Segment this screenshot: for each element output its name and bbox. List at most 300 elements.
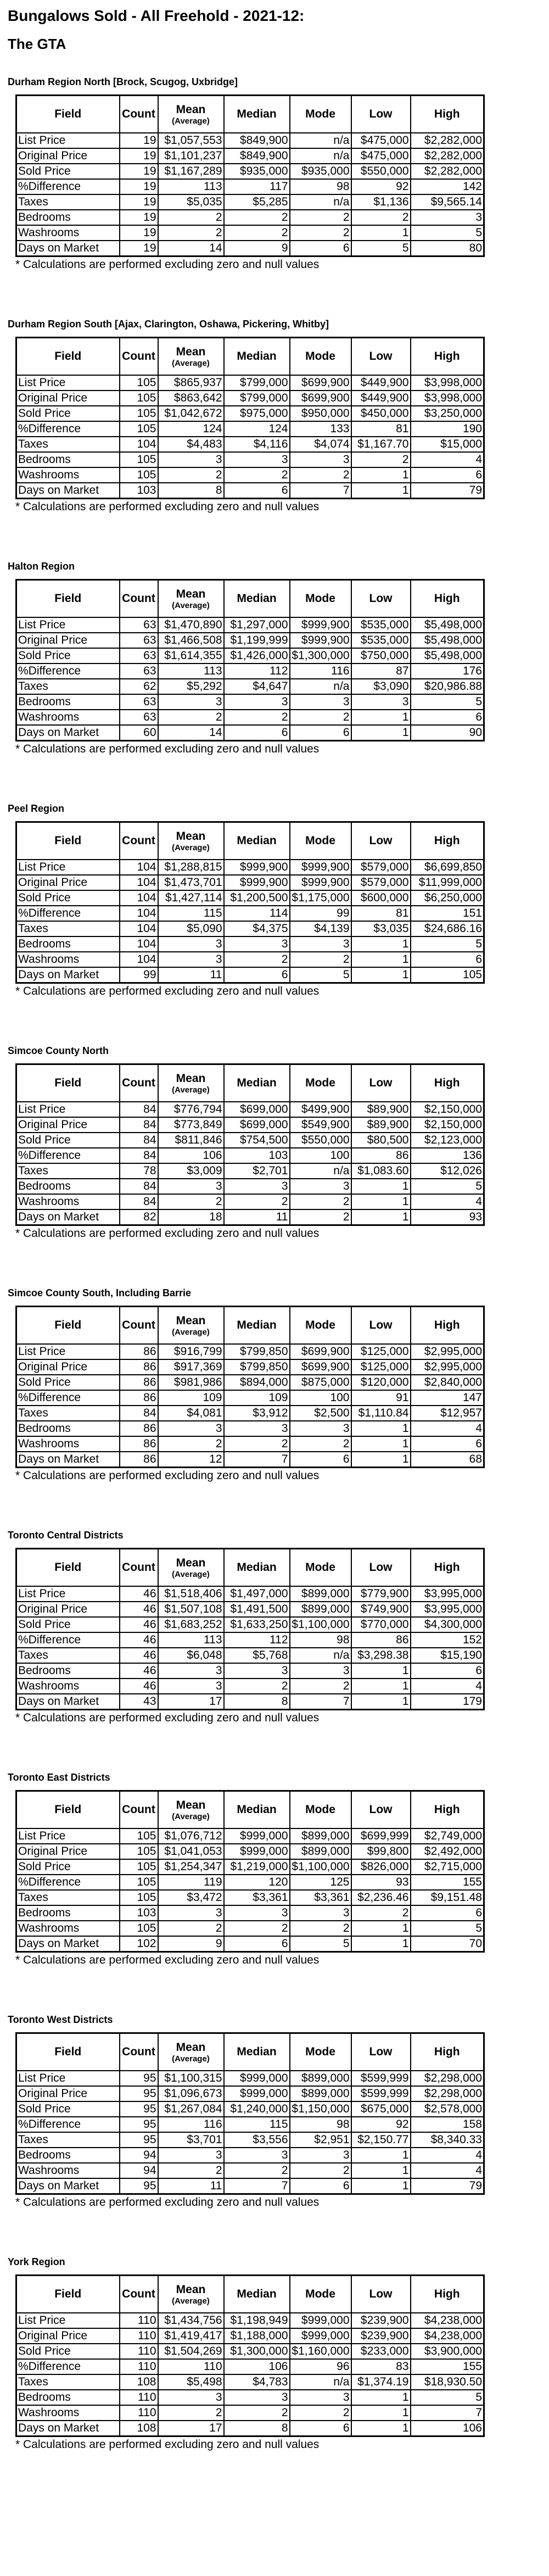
value-cell-mean: $863,642 [158,391,224,406]
table-row [16,1905,484,1921]
field-name-cell: Sold Price [16,1859,120,1875]
value-cell-mode: 133 [290,421,351,437]
stats-table [15,1548,485,1710]
value-cell-median: $999,000 [224,1828,290,1844]
value-cell-count: 62 [120,679,158,694]
column-header-sublabel: (Average) [172,1811,210,1821]
table-row [16,875,484,890]
value-cell-count: 110 [120,2313,158,2328]
table-row [16,1859,484,1875]
value-cell-count: 103 [120,1905,158,1921]
column-header-mode [290,338,351,376]
column-header-high [411,1307,484,1345]
value-cell-median: 3 [224,1905,290,1921]
column-header-label: Count [122,1803,155,1816]
value-cell-low: 92 [351,2117,411,2132]
value-cell-mode: $899,000 [290,2086,351,2101]
value-cell-count: 102 [120,1936,158,1952]
value-cell-mean: 119 [158,1875,224,1890]
value-cell-median: 106 [224,2359,290,2374]
stats-table [15,821,485,984]
column-header-low [351,2276,411,2313]
value-cell-low: 1 [351,2148,411,2163]
value-cell-mode: $899,000 [290,1586,351,1602]
value-cell-high: $2,150,000 [411,1117,484,1133]
value-cell-mean: $3,009 [158,1163,224,1179]
value-cell-mode: $1,100,000 [290,1617,351,1632]
field-name-cell: Original Price [16,633,120,648]
value-cell-high: 6 [411,1905,484,1921]
value-cell-median: $999,000 [224,2086,290,2101]
region-section [7,1045,544,1287]
value-cell-high: 147 [411,1390,484,1406]
value-cell-low: $3,035 [351,921,411,936]
table-row [16,952,484,967]
table-row [16,1344,484,1359]
column-header-label: Count [122,2045,155,2058]
value-cell-median: $975,000 [224,406,290,421]
table-row [16,375,484,391]
column-header-label: Mode [305,2045,335,2058]
field-name-cell: Original Price [16,875,120,890]
column-header-mode [290,1791,351,1829]
value-cell-median: 7 [224,1452,290,1468]
table-row [16,1663,484,1679]
field-name-cell: Bedrooms [16,210,120,225]
value-cell-mode: 98 [290,1632,351,1648]
column-header-count [120,1549,158,1587]
table-row [16,1148,484,1163]
value-cell-count: 95 [120,2178,158,2194]
value-cell-high: $2,840,000 [411,1375,484,1390]
value-cell-median: $1,297,000 [224,617,290,633]
value-cell-count: 46 [120,1679,158,1694]
value-cell-low: 2 [351,1905,411,1921]
value-cell-median: $699,000 [224,1102,290,1117]
column-header-label: High [434,592,460,605]
value-cell-median: 3 [224,2390,290,2405]
value-cell-mode: 6 [290,2178,351,2194]
value-cell-count: 19 [120,148,158,164]
field-name-cell: Taxes [16,2132,120,2148]
field-name-cell: List Price [16,133,120,148]
value-cell-count: 105 [120,391,158,406]
value-cell-median: 3 [224,2148,290,2163]
stats-table [15,579,485,741]
value-cell-low: $80,500 [351,1133,411,1148]
calculation-note: * Calculations are performed excluding zero and null values [15,2438,320,2451]
value-cell-count: 84 [120,1194,158,1209]
value-cell-low: $2,236.46 [351,1890,411,1905]
value-cell-high: $2,298,000 [411,2086,484,2101]
column-header-count [120,822,158,860]
field-name-cell: Taxes [16,1406,120,1421]
column-header-label: Field [54,2288,82,2300]
value-cell-high: $3,998,000 [411,375,484,391]
value-cell-count: 95 [120,2071,158,2086]
column-header-mean [158,2033,224,2071]
value-cell-mean: 2 [158,2405,224,2421]
value-cell-median: $699,000 [224,1117,290,1133]
value-cell-low: $449,900 [351,375,411,391]
value-cell-high: 7 [411,2405,484,2421]
table-row [16,2148,484,2163]
column-header-mean [158,96,224,133]
region-title: Toronto East Districts [8,1772,110,1783]
field-name-cell: Sold Price [16,1375,120,1390]
column-header-label: Field [54,1319,82,1331]
value-cell-mode: $899,000 [290,2071,351,2086]
value-cell-low: $770,000 [351,1617,411,1632]
column-header-sublabel: (Average) [172,358,210,368]
column-header-median [224,1549,290,1587]
value-cell-low: 1 [351,952,411,967]
stats-table [15,2032,485,2195]
value-cell-high: 90 [411,725,484,741]
value-cell-count: 94 [120,2148,158,2163]
column-header-low [351,822,411,860]
value-cell-mode: $999,900 [290,860,351,875]
value-cell-low: $233,000 [351,2344,411,2359]
column-header-label: Field [54,592,82,605]
field-name-cell: Sold Price [16,648,120,663]
field-name-cell: Washrooms [16,1921,120,1936]
value-cell-median: $799,000 [224,375,290,391]
field-name-cell: List Price [16,1102,120,1117]
table-row [16,1133,484,1148]
value-cell-mean: $1,614,355 [158,648,224,663]
column-header-mode [290,2276,351,2313]
value-cell-count: 108 [120,2374,158,2390]
value-cell-mean: 8 [158,483,224,499]
table-row [16,921,484,936]
value-cell-low: 81 [351,421,411,437]
column-header-label: Low [369,108,393,120]
column-header-label: Mean [176,829,206,843]
column-header-field [16,1064,120,1102]
value-cell-mean: 2 [158,210,224,225]
value-cell-median: 2 [224,1921,290,1936]
value-cell-mean: 3 [158,1179,224,1194]
value-cell-low: $675,000 [351,2101,411,2117]
value-cell-high: $8,340.33 [411,2132,484,2148]
table-row [16,2313,484,2328]
column-header-label: Mean [176,2283,206,2296]
value-cell-count: 105 [120,1859,158,1875]
column-header-low [351,338,411,376]
field-name-cell: Taxes [16,921,120,936]
value-cell-mean: $3,472 [158,1890,224,1905]
value-cell-median: 2 [224,1194,290,1209]
value-cell-count: 105 [120,406,158,421]
value-cell-median: $1,219,000 [224,1859,290,1875]
column-header-low [351,1064,411,1102]
value-cell-low: $1,374.19 [351,2374,411,2390]
column-header-high [411,1549,484,1587]
value-cell-mode: $899,000 [290,1844,351,1859]
region-section [7,802,544,1045]
header-row [16,338,484,376]
column-header-count [120,1064,158,1102]
value-cell-count: 84 [120,1406,158,1421]
value-cell-median: 6 [224,725,290,741]
table-row [16,1875,484,1890]
field-name-cell: Bedrooms [16,1421,120,1436]
field-name-cell: Washrooms [16,710,120,725]
table-row [16,1936,484,1952]
value-cell-mode: n/a [290,2374,351,2390]
value-cell-mean: 116 [158,2117,224,2132]
value-cell-count: 104 [120,875,158,890]
value-cell-low: 1 [351,1679,411,1694]
field-name-cell: List Price [16,617,120,633]
field-name-cell: Days on Market [16,241,120,257]
column-header-low [351,96,411,133]
column-header-sublabel: (Average) [172,600,210,610]
table-row [16,2163,484,2178]
value-cell-median: 2 [224,2405,290,2421]
table-row [16,2359,484,2374]
field-name-cell: Washrooms [16,1194,120,1209]
value-cell-low: 1 [351,2390,411,2405]
value-cell-median: $1,240,000 [224,2101,290,2117]
field-name-cell: Original Price [16,1844,120,1859]
value-cell-high: $9,151.48 [411,1890,484,1905]
table-row [16,133,484,148]
column-header-median [224,1064,290,1102]
value-cell-mean: 3 [158,1421,224,1436]
column-header-high [411,2276,484,2313]
table-row [16,694,484,710]
column-header-count [120,1307,158,1345]
field-name-cell: %Difference [16,906,120,921]
region-section [7,2014,544,2256]
value-cell-low: $1,136 [351,194,411,210]
column-header-field [16,338,120,376]
value-cell-low: $579,000 [351,860,411,875]
column-header-mode [290,1549,351,1587]
value-cell-mean: $1,288,815 [158,860,224,875]
column-header-label: Count [122,2288,155,2300]
region-section [7,2256,544,2498]
header-row [16,1307,484,1345]
column-header-label: Low [369,2045,393,2058]
value-cell-high: $20,986.88 [411,679,484,694]
value-cell-high: 5 [411,1921,484,1936]
value-cell-mode: 2 [290,710,351,725]
table-row [16,452,484,467]
value-cell-high: 190 [411,421,484,437]
column-header-label: Median [237,1561,277,1574]
table-row [16,467,484,483]
value-cell-mean: $1,100,315 [158,2071,224,2086]
column-header-label: Mode [305,834,335,847]
value-cell-high: $2,492,000 [411,1844,484,1859]
value-cell-mode: 3 [290,1663,351,1679]
value-cell-mode: n/a [290,679,351,694]
value-cell-low: $779,900 [351,1586,411,1602]
column-header-high [411,338,484,376]
value-cell-high: $2,123,000 [411,1133,484,1148]
value-cell-mode: $899,000 [290,1602,351,1617]
value-cell-mode: 2 [290,225,351,241]
region-section [7,318,544,560]
table-row [16,906,484,921]
column-header-label: Mean [176,345,206,358]
column-header-label: Mean [176,2040,206,2054]
column-header-low [351,2033,411,2071]
value-cell-count: 19 [120,194,158,210]
value-cell-count: 63 [120,710,158,725]
column-header-label: Field [54,1077,82,1089]
value-cell-mode: 5 [290,967,351,983]
value-cell-high: $2,749,000 [411,1828,484,1844]
value-cell-high: 6 [411,1663,484,1679]
value-cell-median: 103 [224,1148,290,1163]
value-cell-mean: $1,504,269 [158,2344,224,2359]
column-header-label: Count [122,1319,155,1331]
field-name-cell: Washrooms [16,467,120,483]
column-header-label: Mode [305,1561,335,1574]
value-cell-mean: $3,701 [158,2132,224,2148]
value-cell-count: 104 [120,890,158,906]
value-cell-mean: 2 [158,1436,224,1452]
calculation-note: * Calculations are performed excluding zero and null values [15,258,320,271]
value-cell-count: 95 [120,2117,158,2132]
column-header-label: Mean [176,1072,206,1085]
column-header-label: Field [54,350,82,363]
table-row [16,1375,484,1390]
table-row [16,1632,484,1648]
calculation-note: * Calculations are performed excluding zero and null values [15,2196,320,2209]
column-header-label: High [434,1561,460,1574]
column-header-sublabel: (Average) [172,2296,210,2306]
field-name-cell: Washrooms [16,2163,120,2178]
header-row [16,822,484,860]
column-header-label: Median [237,834,277,847]
value-cell-median: 11 [224,1209,290,1225]
field-name-cell: Days on Market [16,1694,120,1710]
value-cell-low: $550,000 [351,164,411,179]
column-header-label: Low [369,1803,393,1816]
column-header-sublabel: (Average) [172,2054,210,2064]
stats-table [15,1306,485,1468]
value-cell-low: 87 [351,663,411,679]
value-cell-mean: 113 [158,663,224,679]
column-header-high [411,1064,484,1102]
calculation-note: * Calculations are performed excluding zero and null values [15,985,320,997]
column-header-median [224,96,290,133]
field-name-cell: Days on Market [16,2421,120,2436]
value-cell-mode: 98 [290,2117,351,2132]
column-header-label: High [434,2045,460,2058]
value-cell-count: 86 [120,1359,158,1375]
value-cell-count: 94 [120,2163,158,2178]
value-cell-median: 124 [224,421,290,437]
table-row [16,1844,484,1859]
value-cell-count: 46 [120,1586,158,1602]
table-row [16,1602,484,1617]
region-title: Simcoe County South, Including Barrie [8,1287,192,1298]
region-title: Peel Region [8,803,65,814]
value-cell-low: $579,000 [351,875,411,890]
value-cell-count: 82 [120,1209,158,1225]
page-title: Bungalows Sold - All Freehold - 2021-12: [8,7,305,24]
value-cell-median: 117 [224,179,290,194]
value-cell-mean: $4,081 [158,1406,224,1421]
value-cell-mean: $773,849 [158,1117,224,1133]
value-cell-mean: $1,267,084 [158,2101,224,2117]
value-cell-count: 84 [120,1117,158,1133]
value-cell-low: $750,000 [351,648,411,663]
table-row [16,1436,484,1452]
value-cell-low: $1,167.70 [351,437,411,452]
value-cell-median: $1,633,250 [224,1617,290,1632]
column-header-low [351,1549,411,1587]
value-cell-median: $935,000 [224,164,290,179]
value-cell-mode: 2 [290,2405,351,2421]
value-cell-count: 43 [120,1694,158,1710]
value-cell-low: $450,000 [351,406,411,421]
column-header-label: High [434,834,460,847]
column-header-median [224,580,290,618]
value-cell-high: $5,498,000 [411,617,484,633]
value-cell-high: $3,900,000 [411,2344,484,2359]
value-cell-mean: $981,986 [158,1375,224,1390]
field-name-cell: Sold Price [16,2344,120,2359]
value-cell-mode: $4,074 [290,437,351,452]
field-name-cell: List Price [16,375,120,391]
table-row [16,648,484,663]
column-header-mode [290,1064,351,1102]
value-cell-high: 6 [411,1436,484,1452]
value-cell-mode: 3 [290,2390,351,2405]
value-cell-count: 105 [120,1875,158,1890]
value-cell-median: 3 [224,936,290,952]
value-cell-mean: 14 [158,241,224,257]
column-header-sublabel: (Average) [172,116,210,126]
value-cell-median: 2 [224,1436,290,1452]
value-cell-mode: 3 [290,1905,351,1921]
value-cell-mean: $1,434,756 [158,2313,224,2328]
value-cell-mean: $1,096,673 [158,2086,224,2101]
column-header-label: Mean [176,103,206,116]
value-cell-count: 86 [120,1344,158,1359]
column-header-label: Median [237,2045,277,2058]
column-header-high [411,96,484,133]
field-name-cell: Bedrooms [16,1179,120,1194]
value-cell-median: 112 [224,663,290,679]
column-header-mode [290,822,351,860]
value-cell-high: 5 [411,225,484,241]
field-name-cell: Days on Market [16,2178,120,2194]
value-cell-high: 106 [411,2421,484,2436]
value-cell-high: 4 [411,1679,484,1694]
value-cell-low: 81 [351,906,411,921]
value-cell-mode: 2 [290,1194,351,1209]
value-cell-count: 105 [120,1890,158,1905]
value-cell-high: 6 [411,467,484,483]
field-name-cell: List Price [16,860,120,875]
value-cell-mean: 17 [158,2421,224,2436]
header-row [16,1549,484,1587]
value-cell-mean: 3 [158,1679,224,1694]
value-cell-mean: 11 [158,967,224,983]
value-cell-high: $2,995,000 [411,1344,484,1359]
value-cell-median: $5,285 [224,194,290,210]
value-cell-median: 8 [224,1694,290,1710]
column-header-label: Mean [176,1314,206,1327]
